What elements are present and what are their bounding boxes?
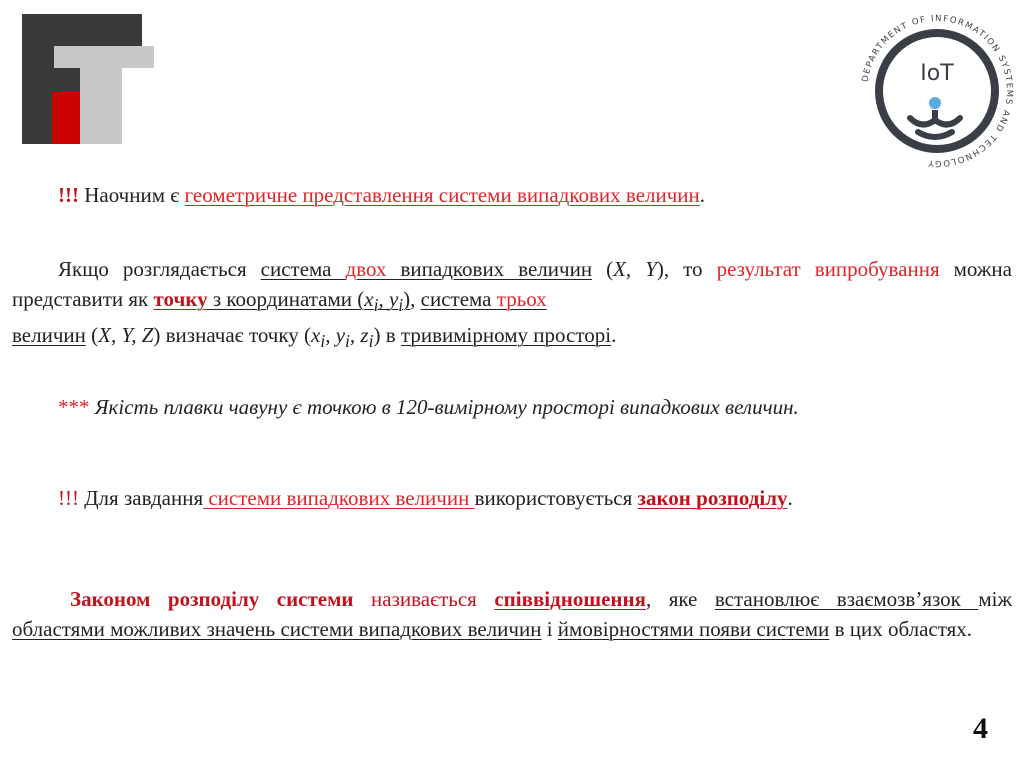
text: і xyxy=(541,617,558,641)
text: , яке xyxy=(645,587,715,611)
coord: z xyxy=(360,323,369,348)
text: Для завдання xyxy=(78,486,204,510)
exclamation-marker: !!! xyxy=(58,183,79,207)
text: можна представити як xyxy=(12,257,1012,311)
paragraph-distribution-law xyxy=(12,482,1012,515)
coord: , xyxy=(325,323,336,348)
ft-logo xyxy=(22,14,154,144)
text: між xyxy=(978,587,1012,611)
iot-department-logo xyxy=(852,6,1022,176)
establishes-relationship: встановлює взаємозв’язок xyxy=(714,587,979,611)
probabilities-of-occurrence: ймовірностями появи системи xyxy=(557,617,830,641)
exclamation-marker: !!! xyxy=(58,486,79,510)
paragraph-visual-representation xyxy=(12,180,1012,210)
text: використовується xyxy=(474,486,638,510)
text: , xyxy=(410,287,421,311)
svg-text:DEPARTMENT OF INFORMATION SYST: DEPARTMENT OF INFORMATION SYSTEMS AND TECHNOLOGY xyxy=(860,13,1015,169)
text: ( xyxy=(592,257,614,281)
system-three-variables: система трьох xyxy=(420,287,547,311)
text: Якщо розглядається xyxy=(58,257,261,281)
system-two-variables: система двох випадкових величин xyxy=(260,257,593,281)
value-regions: областями можливих значень системи випадкових величин xyxy=(12,617,542,641)
variables-word: величин xyxy=(12,323,86,348)
text: ) в xyxy=(373,323,401,348)
random-variables-system-link: системи випадкових величин xyxy=(203,486,475,510)
text: . xyxy=(699,183,706,207)
page-number: 4 xyxy=(973,712,988,745)
coord-sub: i xyxy=(345,331,350,352)
variables-xy: X, Y xyxy=(613,257,657,281)
coord-sub: i xyxy=(320,331,326,352)
text: в цих областях. xyxy=(829,617,973,641)
relationship-term: співвідношення xyxy=(494,587,646,611)
coord: x xyxy=(311,323,321,348)
distribution-law-term: закон розподілу xyxy=(637,486,788,510)
stars-marker: *** xyxy=(58,395,90,419)
text: ( xyxy=(85,323,99,348)
example-text: Якість плавки чавуну є точкою в 120-вимірному просторі випадкових величин. xyxy=(89,395,799,419)
text: Наочним є xyxy=(78,183,185,207)
coord-sub: i xyxy=(368,331,374,352)
coord: , xyxy=(349,323,361,348)
text: . xyxy=(787,486,793,510)
three-dimensional-space: тривимірному просторі xyxy=(400,323,612,348)
variables-xyz: X, Y, Z xyxy=(98,323,154,348)
coordinates-text: з координатами ($x_i$, $y_i$) xyxy=(207,287,411,316)
paragraph-definition xyxy=(12,584,1012,644)
text: . xyxy=(611,323,617,348)
paragraph-cast-iron-example xyxy=(12,392,1012,422)
coord: y xyxy=(335,323,346,348)
point-term: точку xyxy=(153,287,208,311)
text: ), то xyxy=(656,257,717,281)
trial-result: результат випробування xyxy=(716,257,940,281)
text: ) визначає точку ( xyxy=(153,323,312,348)
svg-text:IoT: IoT xyxy=(920,61,954,86)
geometric-representation-link: геометричне представлення системи випадкових величин xyxy=(184,183,700,207)
paragraph-system-points xyxy=(12,254,1012,356)
definition-term: Законом розподілу системи xyxy=(70,587,354,611)
text: називається xyxy=(353,587,495,611)
